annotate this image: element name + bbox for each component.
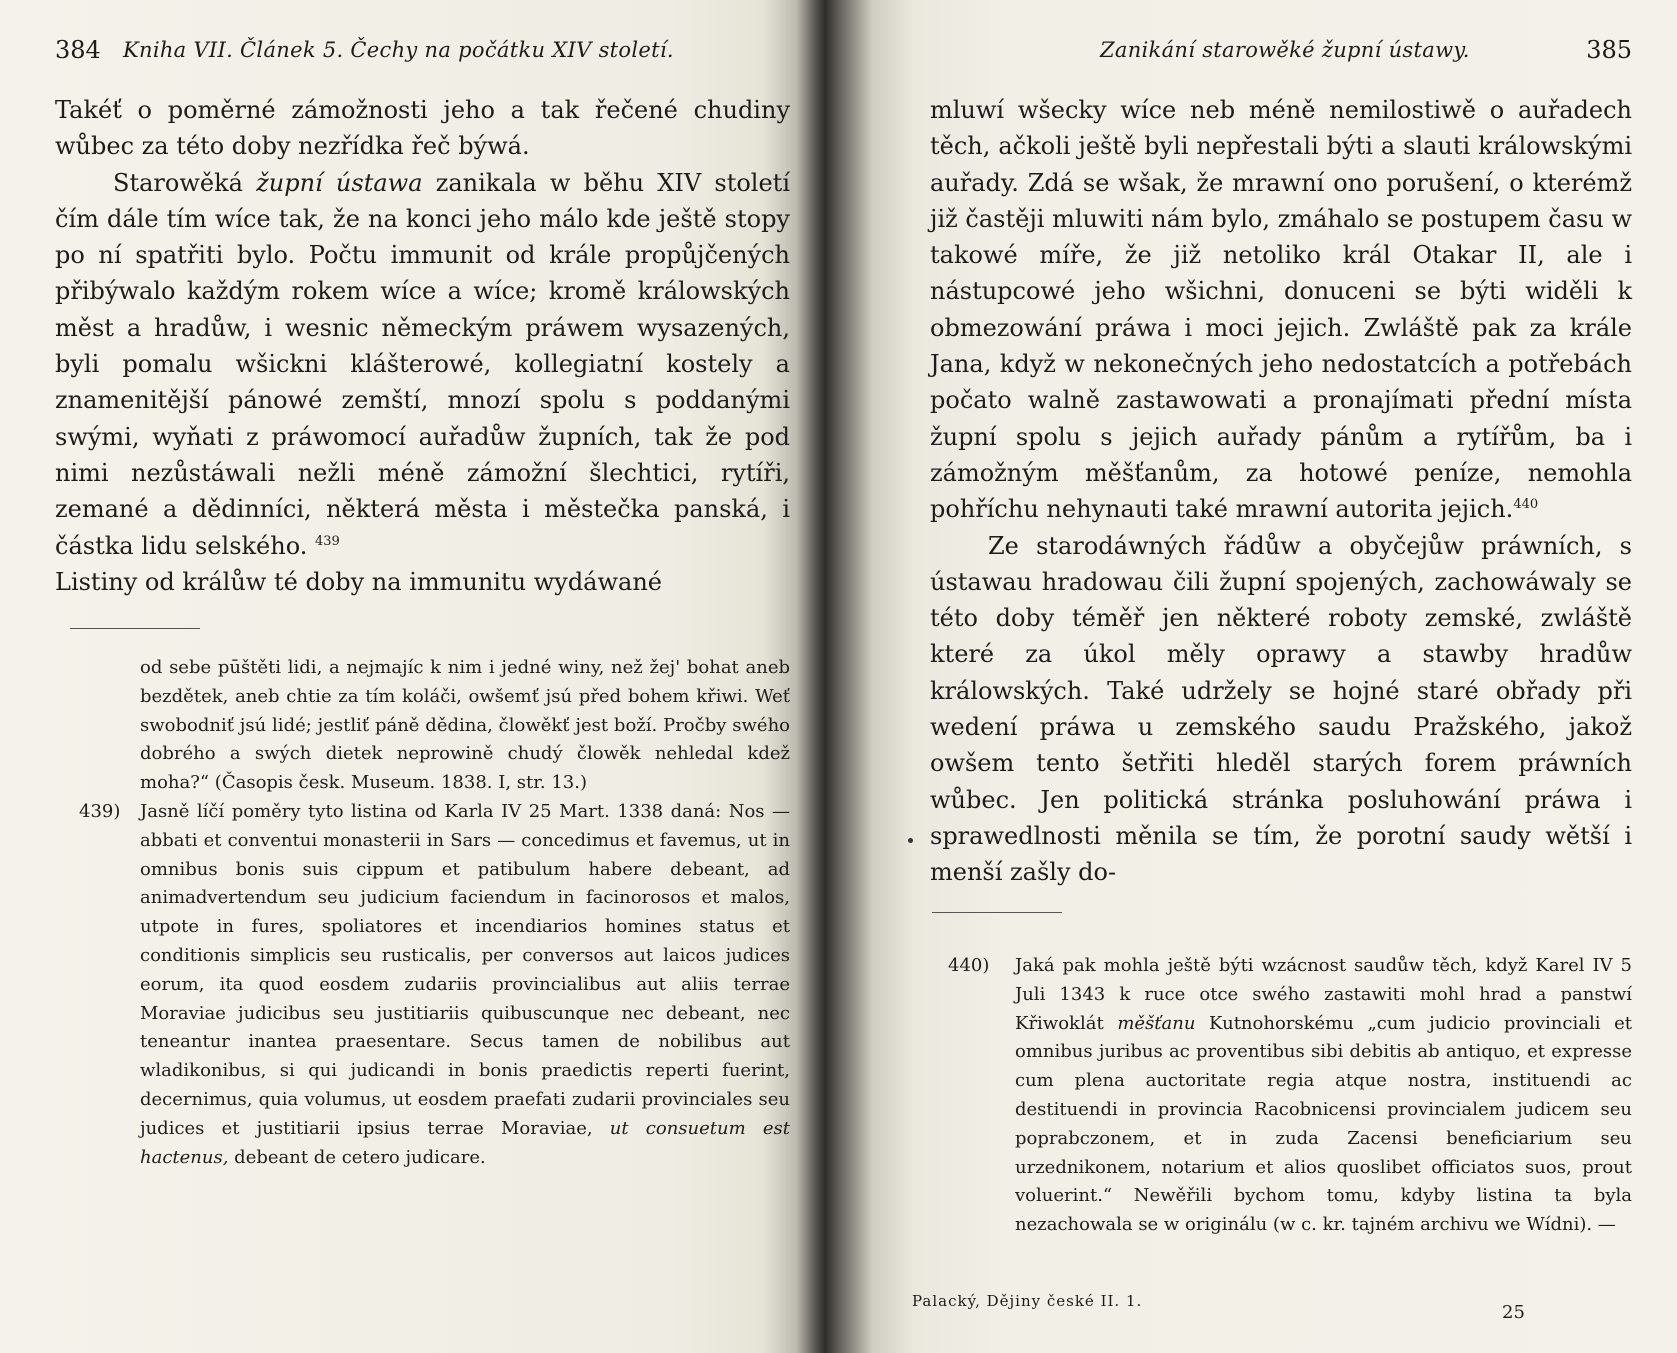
right-paragraph-1-text: mluwí wšecky wíce neb méně nemilostiwě o auřadech těch, ačkoli ještě byli nepřestali býti a slauti králowskými auřady. Zdá se wšak, že mrawní ono porušení, o kterémž již častěji mluwiti nám bylo, zmáhalo se postupem času w takowé míře, že již netoliko král Otakar II, ale i nástupcowé jeho wšichni, donuceni se býti widěli k obmezowání práwa i moci jejich. Zwláště pak za krále Jana, když w nekonečných jeho nedostatcích a potřebách počato walně zastawowati a pronajímati přední místa župní spolu s jejich auřady pánům a rytířům, ba i zámožným měšťanům, za hotowé peníze, nemohla pohříchu nehynauti také mrawní autorita jejich. bbox=[930, 96, 1632, 524]
left-running-head: Kniha VII. Článek 5. Čechy na počátku XIV století. bbox=[123, 38, 674, 62]
left-paragraph-1: Takéť o poměrné zámožnosti jeho a tak řečené chudiny wůbec za této doby nezřídka řeč býwá. bbox=[55, 96, 790, 161]
left-body-text bbox=[55, 92, 790, 600]
margin-dot-mark bbox=[908, 838, 913, 843]
right-running-head: Zanikání starowěké župní ústawy. bbox=[1100, 38, 1470, 62]
right-body-text bbox=[930, 92, 1632, 891]
footnote-439-number: 439) bbox=[79, 800, 121, 822]
right-paragraph-1 bbox=[930, 92, 1632, 528]
left-paragraph-3: Listiny od králůw té doby na immunitu wydáwané bbox=[55, 567, 662, 596]
italic-term-zupni-ustawa: župní ústawa bbox=[256, 168, 423, 197]
footnote-440-text-b: Kutnohorskému „cum judicio provinciali et omnibus juribus ac proventibus sibi debitis ab antiquo, et expresse cum plena auctoritate regia atque nostra, instituendi ac destituendi in provincia Racobnicensi provincialem judicem seu poprabczonem, et in zuda Zacensi beneficiarium seu urzednikonem, notarium et alios quoslibet officiatos suos, prout voluerint.“ Newěřili bychom tomu, kdyby listina ta byla nezachowala se w originálu (w c. kr. tajném archivu we Wídni). — bbox=[1015, 1012, 1632, 1236]
footnote-440-number: 440) bbox=[948, 955, 990, 976]
footnote-440-text-a: Jaká pak mohla ještě býti wzácnost saudůw těch, když Karel IV 5 Juli 1343 k ruce otce swého zastawiti mohl hrad a panstwí Křiwoklát bbox=[1015, 955, 1632, 1034]
footnote-439 bbox=[55, 798, 790, 1172]
right-paragraph-2: Ze starodáwných řádůw a obyčejůw práwních, s ústawau hradowau čili župní spojených, zachowáwaly se této doby téměř jen některé roboty zemské, zwláště které za úkol měly oprawy a stawby hradůw králowských. Také udržely se hojné staré obřady při wedení práwa u zemského saudu Pražského, jakož owšem tento šetřiti hleděl starých forem práwních wůbec. Jen politická stránka posluhowání práwa i sprawedlnosti měnila se tím, že porotní saudy wětší i menší zašly do- bbox=[930, 531, 1632, 887]
left-footnotes bbox=[55, 654, 790, 1172]
signature-mark: Palacký, Dějiny české II. 1. bbox=[912, 1292, 1143, 1310]
footnote-rule-right bbox=[932, 912, 1062, 913]
right-page-number: 385 bbox=[1586, 36, 1632, 64]
left-page-number: 384 bbox=[55, 36, 101, 64]
footnote-438-continuation: od sebe pūštěti lidi, a nejmajíc k nim i jedné winy, než žej' bohat aneb bezdětek, aneb chtie za tím koláči, owšemť jsú před bohem křiwi. Weť swobodniť jsú lidé; jestliť páně dědina, člowěkť jest boží. Pročby swého dobrého a swých dietek neprowině chudý člowěk nehledal kdež moha?“ (Časopis česk. Museum. 1838. I, str. 13.) bbox=[140, 657, 790, 794]
right-footnotes bbox=[930, 952, 1632, 1240]
footnote-439-text-b: debeant de cetero judicare. bbox=[234, 1146, 486, 1168]
left-paragraph-2 bbox=[55, 165, 790, 564]
signature-number: 25 bbox=[1502, 1302, 1525, 1323]
footnote-440-italic: měšťanu bbox=[1117, 1012, 1196, 1034]
left-paragraph-2-text: Starowěká župní ústawa zanikala w běhu XIV století čím dále tím wíce tak, že na konci jeho málo kde ještě stopy po ní spatřiti bylo. Počtu immunit od krále propůjčených přibýwalo každým rokem wíce a wíce; kromě králowských měst a hradůw, i wesnic německým práwem wysazených, byli pomalu wšickni klášterowé, kollegiatní kostely a znamenitější pánowé zemští, mnozí spolu s poddanými swými, wyňati z práwomocí auřadůw župních, tak že pod nimi nezůstáwali nežli méně zámožní šlechtici, rytíři, zemané a dědinníci, některá města i městečka panská, i částka lidu selského. bbox=[55, 168, 790, 560]
footnote-440 bbox=[930, 952, 1632, 1240]
footnote-rule-left bbox=[70, 628, 200, 629]
footnote-ref-439: 439 bbox=[315, 533, 340, 549]
right-page-header bbox=[930, 36, 1632, 76]
footnote-439-italic: ut consuetum est hactenus, bbox=[140, 1117, 790, 1168]
left-page-header bbox=[55, 36, 790, 76]
footnote-439-text-a: Jasně líčí poměry tyto listina od Karla IV 25 Mart. 1338 daná: Nos — abbati et conventui monasterii in Sars — concedimus et favemus, ut in omnibus bonis suis cippum et patibulum habere debeant, ad animadvertendum seu judicium faciendum in facinorosos et malos, utpote in fures, spoliatores et incendiarios homines status et conditionis simplicis seu rusticalis, per conversos aut laicos judices eorum, ita quod eosdem zudariis provincialibus aut aliis terrae Moraviae judicibus seu justitiariis quibuscunque nec debeant, nec teneantur inantea praesentare. Secus tamen de nobilibus aut wladikonibus, si qui judicandi in bonis praedictis reperti fuerint, decernimus, quia volumus, ut eosdem praefati zudarii provinciales seu judices et justitiarii ipsius terrae Moraviae, bbox=[140, 800, 790, 1139]
footnote-ref-440: 440 bbox=[1513, 497, 1539, 513]
